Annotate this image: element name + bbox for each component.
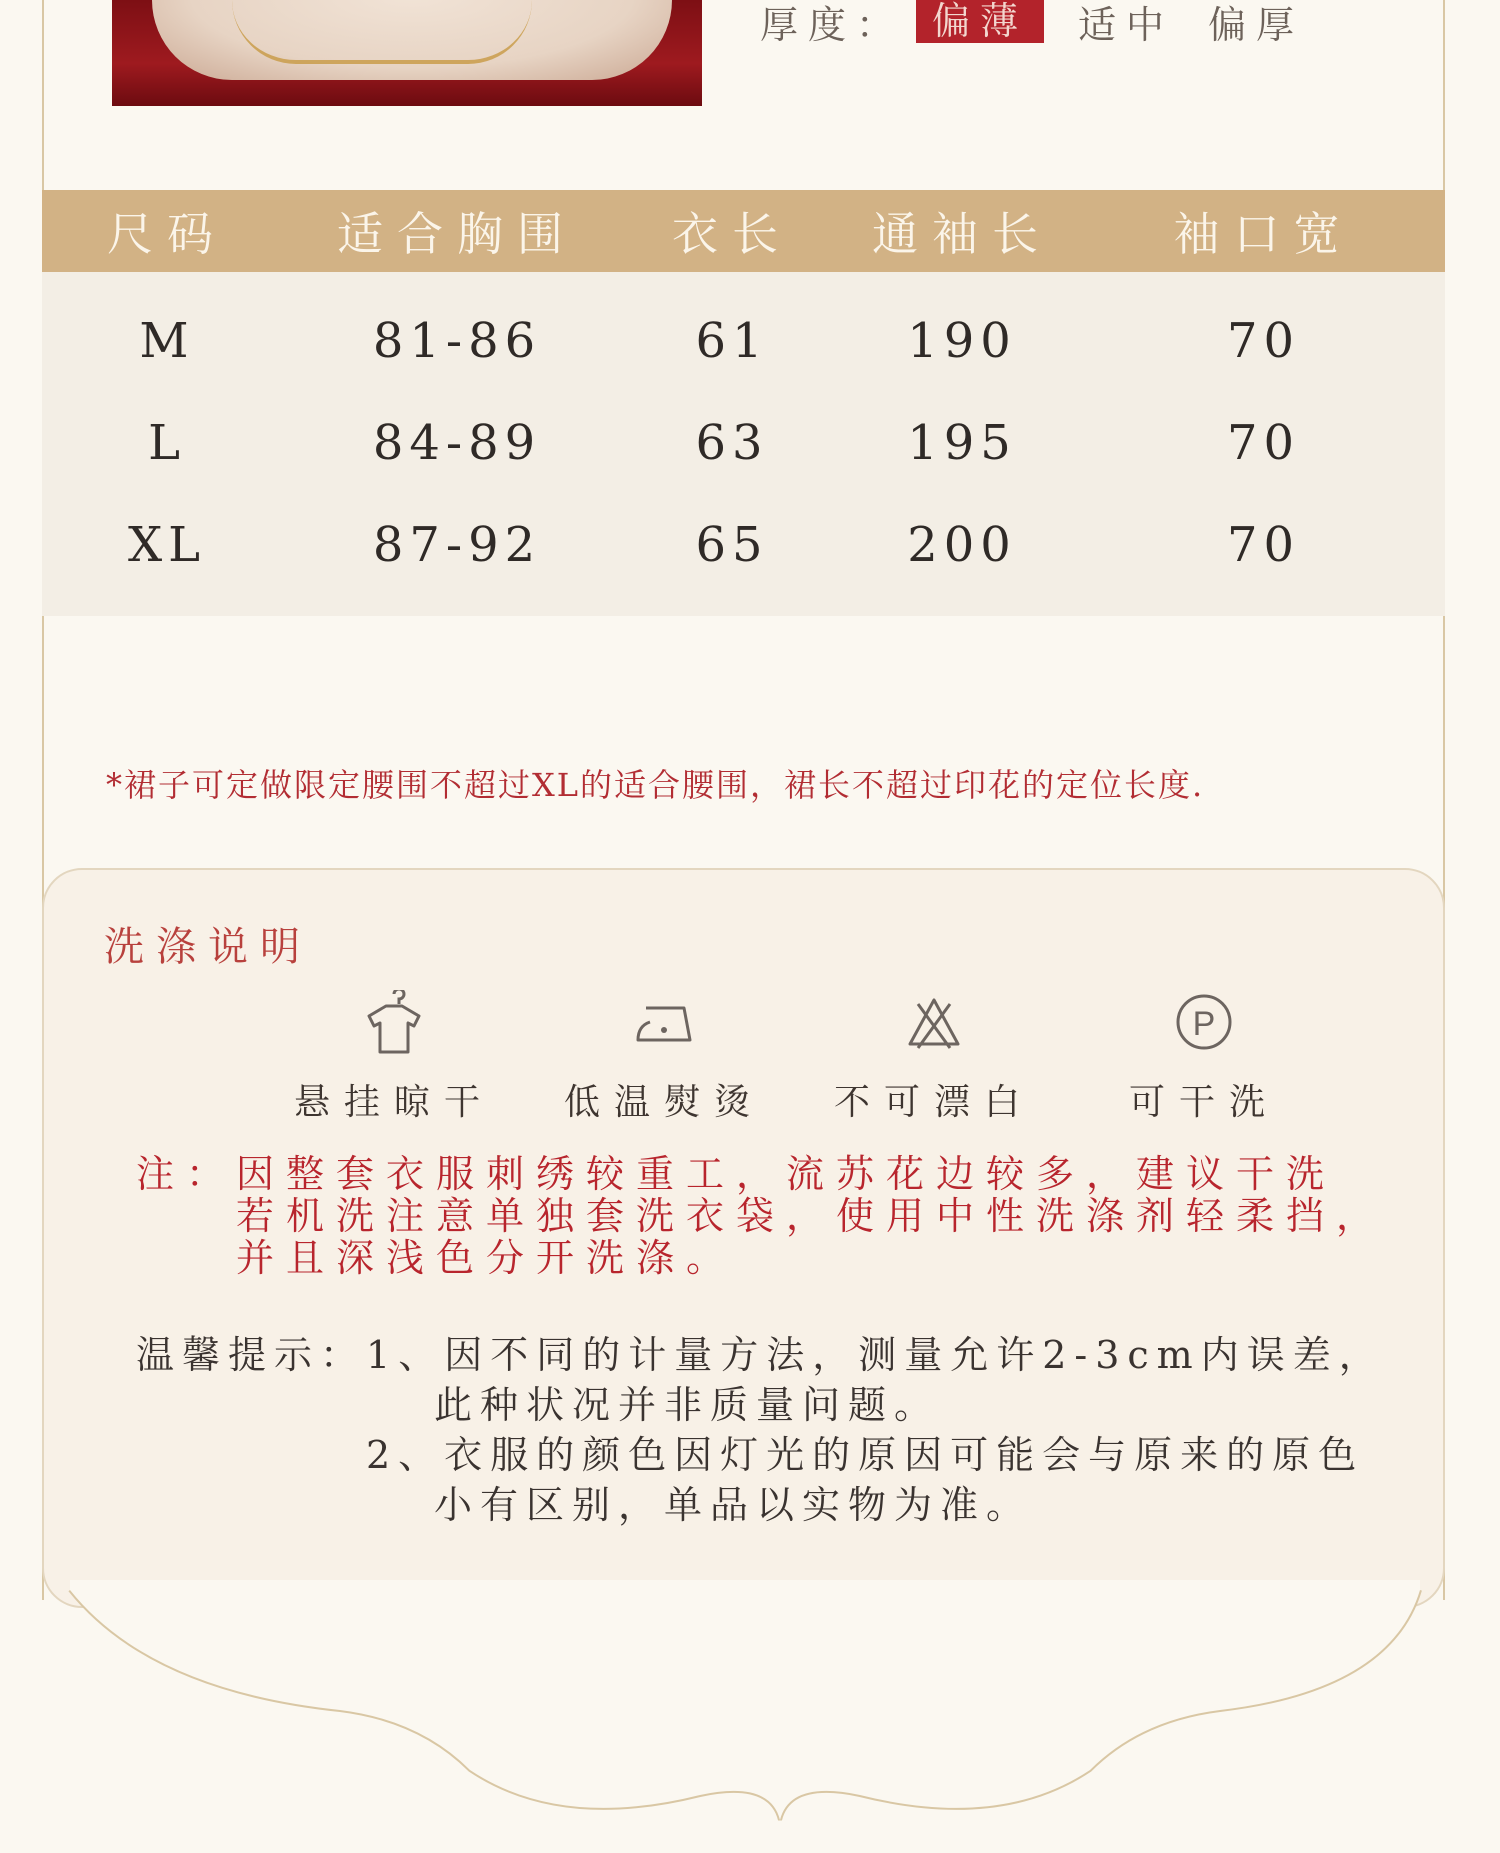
size-table-body — [42, 272, 1445, 616]
care-label: 不可漂白 — [833, 1082, 1034, 1123]
thickness-selector — [760, 0, 1305, 47]
table-cell: 200 — [907, 517, 1017, 573]
care-item-dry-clean — [1084, 990, 1324, 1125]
care-label: 悬挂晾干 — [293, 1082, 494, 1123]
tips-line: 小有区别，单品以实物为准。 — [434, 1483, 1033, 1527]
tips-prefix: 温馨提示： — [136, 1333, 367, 1377]
care-title: 洗涤说明 — [104, 924, 312, 970]
table-cell: XL — [127, 517, 207, 573]
table-cell: 61 — [695, 313, 769, 369]
table-cell: 84-89 — [372, 415, 542, 471]
size-table-header — [42, 190, 1445, 272]
table-cell: 87-92 — [372, 517, 542, 573]
hang-dry-icon — [274, 990, 514, 1056]
tips-line: 1、因不同的计量方法，测量允许2-3cm内误差， — [366, 1333, 1385, 1377]
table-cell: 70 — [1226, 415, 1301, 471]
warning-line: 若机洗注意单独套洗衣袋，使用中性洗涤剂轻柔挡， — [236, 1194, 1387, 1238]
care-item-low-iron — [544, 990, 784, 1125]
warning-line: 并且深浅色分开洗涤。 — [236, 1236, 737, 1280]
header-sleeve-length: 通袖长 — [872, 207, 1052, 261]
no-bleach-icon — [814, 990, 1054, 1056]
header-size: 尺码 — [107, 207, 227, 261]
thickness-option-thick: 偏厚 — [1208, 2, 1305, 47]
table-cell: 81-86 — [372, 313, 542, 369]
custom-order-note: *裙子可定做限定腰围不超过XL的适合腰围，裙长不超过印花的定位长度. — [106, 766, 1205, 804]
table-row — [42, 494, 1445, 596]
warning-prefix: 注： — [136, 1152, 237, 1196]
product-photo — [112, 0, 702, 106]
thickness-label: 厚度： — [760, 2, 905, 47]
warning-line: 因整套衣服刺绣较重工，流苏花边较多，建议干洗 — [236, 1152, 1337, 1196]
table-cell: M — [139, 313, 195, 369]
table-cell: 63 — [695, 415, 769, 471]
care-item-hang-dry — [274, 990, 514, 1125]
thickness-option-medium: 适中 — [1078, 2, 1175, 47]
svg-text:P: P — [1192, 1005, 1216, 1043]
care-label: 低温熨烫 — [563, 1082, 764, 1123]
table-row — [42, 290, 1445, 392]
table-cell: L — [148, 415, 186, 471]
table-cell: 70 — [1226, 313, 1301, 369]
table-cell: 195 — [907, 415, 1017, 471]
thickness-option-thin: 偏薄 — [916, 0, 1044, 43]
tips-line: 2、衣服的颜色因灯光的原因可能会与原来的原色 — [366, 1433, 1365, 1477]
tips-line: 此种状况并非质量问题。 — [434, 1383, 941, 1427]
header-cuff-width: 袖口宽 — [1173, 207, 1354, 261]
care-instructions-card — [42, 868, 1445, 1608]
care-warning — [136, 1153, 1386, 1279]
table-cell: 65 — [695, 517, 769, 573]
table-cell: 190 — [907, 313, 1017, 369]
size-table — [42, 190, 1445, 616]
table-cell: 70 — [1226, 517, 1301, 573]
header-bust: 适合胸围 — [337, 207, 577, 261]
low-iron-icon — [544, 990, 784, 1056]
header-length: 衣长 — [672, 207, 792, 261]
scalloped-bottom-border — [0, 1580, 1500, 1853]
dry-clean-icon — [1084, 990, 1324, 1056]
care-item-no-bleach — [814, 990, 1054, 1125]
table-row — [42, 392, 1445, 494]
tips-section — [136, 1330, 1385, 1530]
care-label: 可干洗 — [1128, 1082, 1279, 1123]
